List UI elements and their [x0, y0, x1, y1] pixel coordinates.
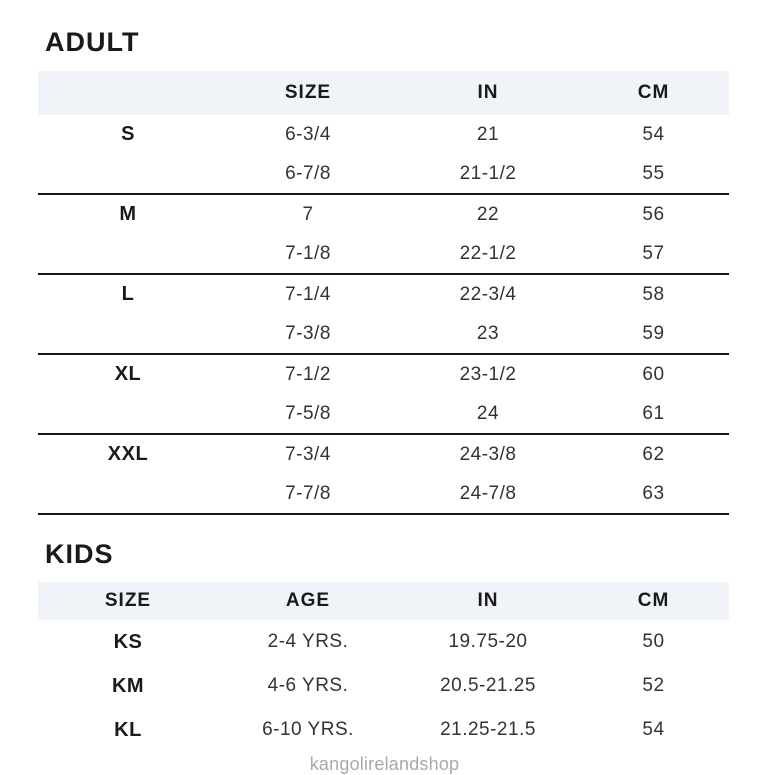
- table-row: [38, 664, 729, 708]
- cell-in: 20.5-21.25: [440, 675, 536, 696]
- table-row: [38, 115, 729, 154]
- cell-size: 6-7/8: [285, 162, 331, 184]
- cell-cm: 52: [642, 675, 665, 696]
- cell-cm: 55: [642, 162, 665, 184]
- adult-size-table: [38, 71, 729, 515]
- kids-table-header-row: [38, 582, 729, 620]
- cell-age: 4-6 YRS.: [267, 675, 349, 696]
- table-row: [38, 355, 729, 394]
- table-row: [38, 620, 729, 664]
- cell-cm: 60: [642, 363, 665, 385]
- kids-heading: KIDS: [45, 539, 114, 569]
- size-group-xxl: [38, 435, 729, 515]
- size-group-label: S: [121, 123, 135, 145]
- table-row: [38, 394, 729, 433]
- cell-kids-size: KM: [111, 674, 145, 697]
- cell-cm: 50: [642, 631, 665, 652]
- cell-in: 23-1/2: [459, 363, 517, 385]
- cell-in: 19.75-20: [448, 631, 528, 652]
- cell-in: 21.25-21.5: [440, 719, 536, 740]
- cell-age: 2-4 YRS.: [267, 631, 349, 652]
- watermark: kangolirelandshop: [309, 754, 460, 774]
- cell-age: 6-10 YRS.: [262, 719, 354, 740]
- size-group-s: [38, 115, 729, 195]
- table-row: [38, 195, 729, 234]
- cell-size: 7-5/8: [285, 402, 331, 424]
- size-group-l: [38, 275, 729, 355]
- cell-size: 7-1/2: [285, 363, 331, 385]
- cell-size: 7-3/8: [285, 322, 331, 344]
- adult-heading: ADULT: [45, 27, 140, 57]
- size-group-label: XL: [114, 363, 142, 385]
- cell-size: 7-3/4: [285, 443, 331, 465]
- adult-table-header-row: [38, 71, 729, 115]
- kids-header-size: SIZE: [104, 590, 152, 611]
- cell-size: 7-7/8: [285, 482, 331, 504]
- table-row: [38, 275, 729, 314]
- cell-size: 7-1/4: [285, 283, 331, 305]
- size-group-label: XXL: [107, 443, 149, 465]
- size-group-xl: [38, 355, 729, 435]
- cell-in: 24: [476, 402, 500, 424]
- table-row: [38, 154, 729, 193]
- cell-cm: 54: [642, 123, 665, 145]
- cell-in: 22-1/2: [459, 242, 517, 264]
- cell-cm: 57: [642, 242, 665, 264]
- table-row: [38, 474, 729, 513]
- adult-header-cm: CM: [637, 82, 670, 103]
- cell-cm: 63: [642, 482, 665, 504]
- cell-in: 24-3/8: [459, 443, 517, 465]
- table-row: [38, 708, 729, 752]
- table-row: [38, 435, 729, 474]
- kids-header-in: IN: [477, 590, 499, 611]
- kids-header-cm: CM: [637, 590, 670, 611]
- cell-kids-size: KL: [114, 718, 142, 741]
- table-row: [38, 234, 729, 273]
- cell-in: 22-3/4: [459, 283, 517, 305]
- cell-in: 24-7/8: [459, 482, 517, 504]
- cell-in: 23: [476, 322, 500, 344]
- adult-header-in: IN: [477, 82, 499, 103]
- cell-kids-size: KS: [113, 630, 143, 653]
- cell-cm: 56: [642, 203, 665, 225]
- cell-size: 7: [302, 203, 314, 225]
- cell-size: 6-3/4: [285, 123, 331, 145]
- size-group-m: [38, 195, 729, 275]
- size-group-label: M: [119, 203, 137, 225]
- kids-header-age: AGE: [285, 590, 331, 611]
- table-row: [38, 314, 729, 353]
- cell-cm: 58: [642, 283, 665, 305]
- cell-in: 21: [476, 123, 500, 145]
- cell-cm: 59: [642, 322, 665, 344]
- cell-in: 21-1/2: [459, 162, 517, 184]
- cell-cm: 54: [642, 719, 665, 740]
- cell-in: 22: [476, 203, 500, 225]
- cell-cm: 61: [642, 402, 665, 424]
- kids-size-table: [38, 582, 729, 752]
- size-group-label: L: [121, 283, 135, 305]
- cell-size: 7-1/8: [285, 242, 331, 264]
- cell-cm: 62: [642, 443, 665, 465]
- adult-header-size: SIZE: [284, 82, 332, 103]
